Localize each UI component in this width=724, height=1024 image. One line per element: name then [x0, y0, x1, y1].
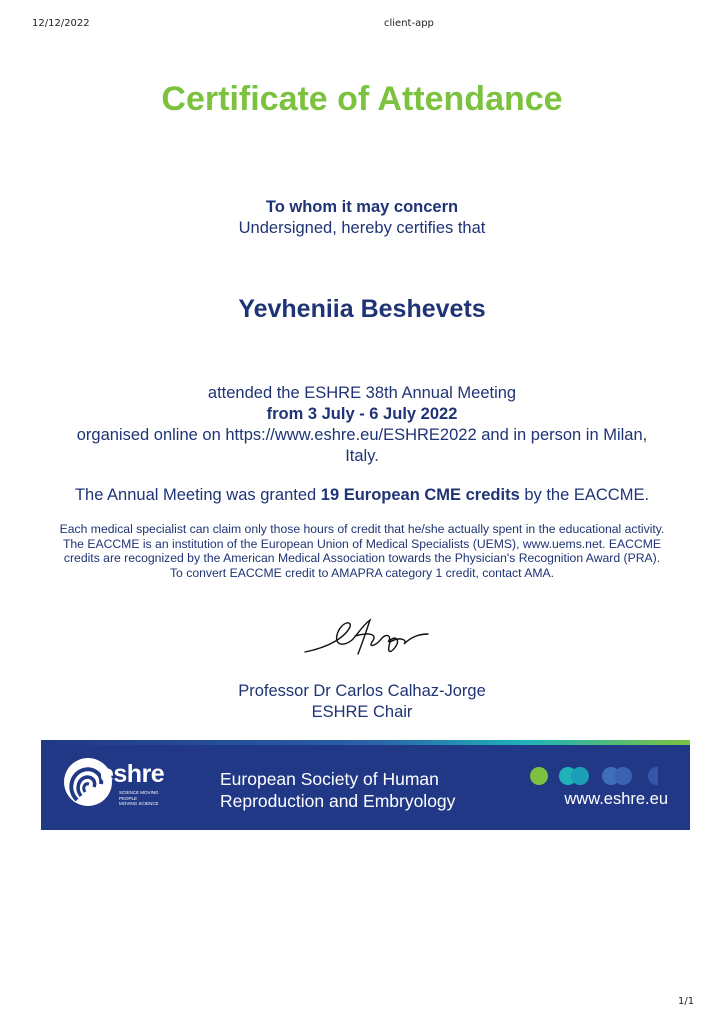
fine-print — [0, 522, 724, 580]
dot-green — [530, 767, 548, 785]
org-line-1: European Society of Human — [220, 769, 439, 789]
fine-print-line: To convert EACCME credit to AMAPRA category 1 credit, contact AMA. — [169, 565, 555, 580]
org-line-2: Reproduction and Embryology — [220, 791, 456, 811]
location-line-2: Italy. — [345, 447, 379, 465]
location-line-1: organised online on https://www.eshre.eu/ESHRE2022 and in person in Milan, — [76, 426, 648, 444]
logo-text: eshre — [100, 760, 165, 788]
organisation-name — [220, 768, 455, 812]
tagline-line: MOVING SCIENCE — [119, 801, 159, 806]
tagline-line: PEOPLE — [119, 795, 138, 801]
signature — [300, 612, 435, 662]
certificate-title: Certificate of Attendance — [161, 80, 563, 118]
dot-teal — [571, 767, 589, 785]
fine-print-line: Each medical specialist can claim only those hours of credit that he/she actually spent in the educational activity. — [59, 522, 665, 536]
print-date: 12/12/2022 — [32, 18, 90, 29]
salutation: To whom it may concern — [265, 198, 459, 216]
fine-print-line: The EACCME is an institution of the European Union of Medical Specialists (UEMS), www.uems.net. EACCME — [62, 536, 662, 551]
credits-amount: 19 European CME credits — [320, 486, 520, 504]
event-dates: from 3 July - 6 July 2022 — [266, 405, 458, 423]
credits-statement — [0, 485, 724, 505]
eshre-banner — [41, 740, 690, 830]
credits-post: by the EACCME. — [519, 486, 650, 504]
print-title: client-app — [384, 18, 434, 29]
credits-pre: The Annual Meeting was granted — [74, 486, 321, 504]
page-number: 1/1 — [678, 996, 695, 1007]
website: www.eshre.eu — [564, 790, 668, 808]
fine-print-line: credits are recognized by the American Medical Association towards the Physician's Recognition Award (PRA). — [63, 551, 661, 565]
dot-half — [648, 767, 658, 785]
recipient-name: Yevheniia Beshevets — [238, 295, 486, 323]
signatory-name: Professor Dr Carlos Calhaz-Jorge — [238, 682, 486, 700]
signatory-role: ESHRE Chair — [311, 703, 413, 721]
attended-text: attended the ESHRE 38th Annual Meeting — [207, 384, 517, 402]
certifies-text: Undersigned, hereby certifies that — [238, 219, 486, 237]
logo-tagline — [119, 790, 159, 807]
gradient-stripe — [41, 740, 690, 745]
tagline-line: SCIENCE MOVING — [119, 790, 159, 795]
dot-blue — [614, 767, 632, 785]
